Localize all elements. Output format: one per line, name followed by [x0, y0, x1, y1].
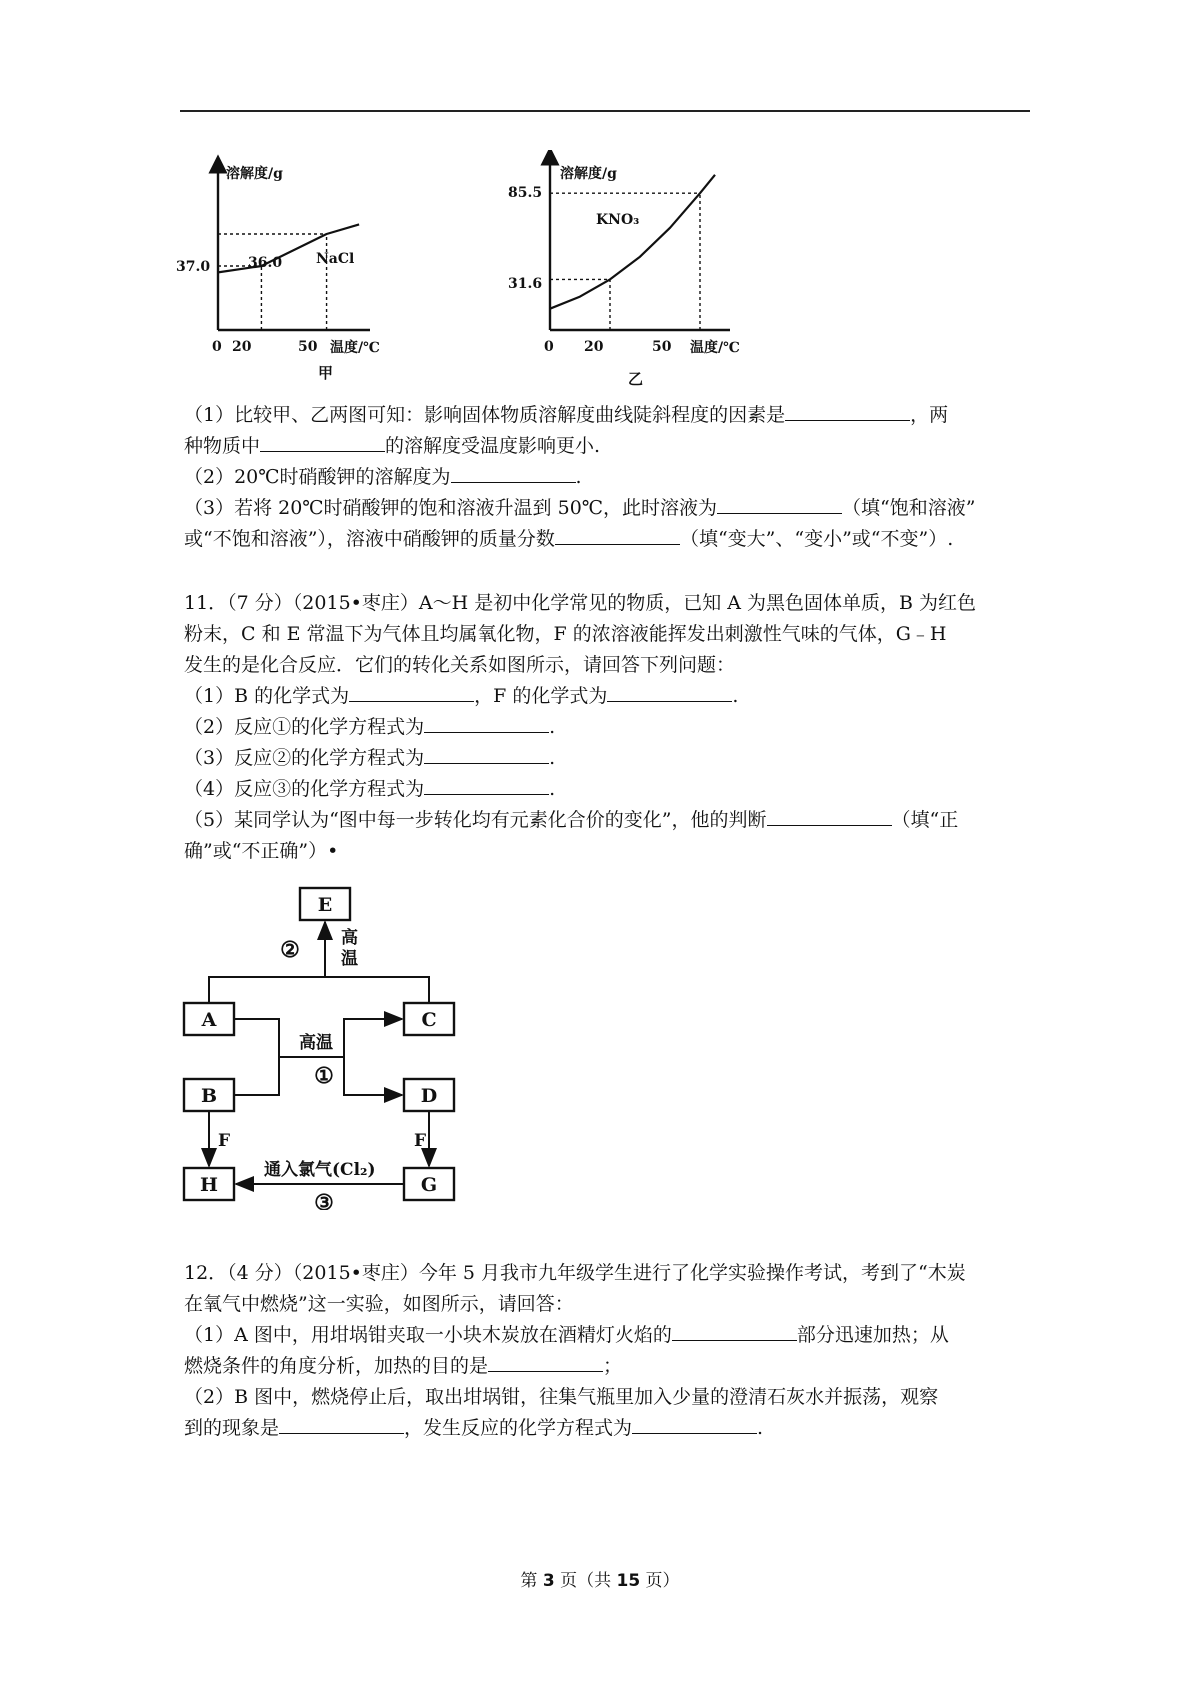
box-label: D [420, 1085, 438, 1107]
answer-blank[interactable] [632, 1415, 757, 1434]
answer-blank[interactable] [260, 433, 385, 452]
answer-blank[interactable] [672, 1322, 797, 1341]
q10-line: 或“不饱和溶液”），溶液中硝酸钾的质量分数 （填“变大”、“变小”或“不变”）. [184, 528, 954, 550]
box-label: A [201, 1009, 217, 1031]
page-number: 3 [542, 1571, 555, 1591]
q11-line: （4）反应③的化学方程式为 . [184, 778, 556, 800]
x-tick-label: 50 [298, 339, 318, 355]
answer-blank[interactable] [424, 776, 549, 795]
x-axis-label: 温度/℃ [690, 340, 740, 356]
box-label: G [420, 1174, 438, 1196]
q12-text [184, 1258, 1030, 1444]
connector-a-b [234, 1019, 279, 1095]
reaction-2-label: ② [280, 937, 300, 963]
q10-line: （2）20℃时硝酸钾的溶解度为 . [184, 466, 582, 488]
answer-blank[interactable] [785, 402, 910, 421]
q10-line: （3）若将 20℃时硝酸钾的饱和溶液升温到 50℃，此时溶液为 （填“饱和溶液” [184, 497, 976, 519]
arrow-to-d [344, 1057, 402, 1095]
condition-label: 高温 [299, 1033, 333, 1053]
y-tick-label: 37.0 [176, 259, 211, 275]
chart-jia-svg [170, 150, 410, 390]
page-footer: 第 3 页（共 15 页） [520, 1571, 680, 1591]
box-label: H [200, 1174, 218, 1196]
x-tick-label: 0 [544, 339, 554, 355]
q10-line: 种物质中 的溶解度受温度影响更小. [184, 435, 601, 457]
point-label: 36.0 [248, 255, 283, 271]
reagent-label: F [218, 1131, 231, 1151]
reagent-label: F [414, 1131, 427, 1151]
box-label: B [200, 1085, 218, 1107]
arrow-to-c [344, 1019, 402, 1057]
q11-intro-line: 11．（7 分）（2015•枣庄）A～H 是初中化学常见的物质，已知 A 为黑色固体单质，B 为红色 [184, 592, 976, 614]
header-rule [180, 110, 1030, 112]
box-label: E [317, 894, 333, 916]
y-axis-label: 溶解度/g [226, 166, 283, 182]
chart-yi-svg [500, 150, 770, 390]
x-tick-label: 50 [652, 339, 672, 355]
reaction-1-label: ① [314, 1063, 334, 1089]
answer-blank[interactable] [424, 714, 549, 733]
q12-intro-line: 12．（4 分）（2015•枣庄）今年 5 月我市九年级学生进行了化学实验操作考试，考到了“木炭 [184, 1262, 966, 1284]
chart-caption: 乙 [628, 370, 644, 388]
q12-line: 燃烧条件的角度分析，加热的目的是 ； [184, 1355, 623, 1377]
q11-line: （2）反应①的化学方程式为 . [184, 716, 556, 738]
answer-blank[interactable] [488, 1353, 603, 1372]
y-tick-label: 31.6 [508, 276, 543, 292]
answer-blank[interactable] [349, 683, 474, 702]
q11-line: 确”或“不正确”）• [184, 840, 339, 862]
q11-line: （1）B 的化学式为 ，F 的化学式为 . [184, 685, 739, 707]
q10-text [184, 400, 1030, 555]
series-label: NaCl [316, 251, 355, 267]
x-tick-label: 0 [212, 339, 222, 355]
condition-label: 高 [341, 928, 358, 948]
q12-line: （2）B 图中，燃烧停止后，取出坩埚钳，往集气瓶里加入少量的澄清石灰水并振荡，观察 [184, 1386, 939, 1408]
q11-line: （3）反应②的化学方程式为 . [184, 747, 556, 769]
connector-a-c [209, 977, 429, 1003]
answer-blank[interactable] [279, 1415, 404, 1434]
page-total: 15 [616, 1571, 641, 1591]
answer-blank[interactable] [424, 745, 549, 764]
q10-line: （1）比较甲、乙两图可知：影响固体物质溶解度曲线陡斜程度的因素是 ，两 [184, 404, 949, 426]
answer-blank[interactable] [717, 495, 842, 514]
chart-jia [170, 150, 410, 390]
series-line [550, 175, 715, 309]
chart-caption: 甲 [318, 364, 334, 382]
reaction-flowchart [178, 884, 478, 1214]
x-axis-label: 温度/℃ [330, 340, 380, 356]
x-tick-label: 20 [232, 339, 252, 355]
q11-text [184, 588, 1030, 867]
answer-blank[interactable] [607, 683, 732, 702]
flowchart-svg [178, 884, 478, 1210]
q12-line: （1）A 图中，用坩埚钳夹取一小块木炭放在酒精灯火焰的 部分迅速加热；从 [184, 1324, 949, 1346]
q12-intro-line: 在氧气中燃烧”这一实验，如图所示，请回答： [184, 1293, 574, 1315]
answer-blank[interactable] [555, 526, 680, 545]
series-label: KNO₃ [596, 212, 640, 228]
condition-label: 温 [341, 949, 358, 969]
q11-intro-line: 粉末，C 和 E 常温下为气体且均属氧化物，F 的浓溶液能挥发出刺激性气味的气体，G﹣H [184, 623, 947, 645]
q11-intro-line: 发生的是化合反应．它们的转化关系如图所示，请回答下列问题： [184, 654, 736, 676]
q12-line: 到的现象是 ，发生反应的化学方程式为 . [184, 1417, 764, 1439]
q11-line: （5）某同学认为“图中每一步转化均有元素化合价的变化”，他的判断 （填“正 [184, 809, 959, 831]
reagent-label: 通入氯气(Cl₂) [264, 1160, 376, 1180]
x-tick-label: 20 [584, 339, 604, 355]
answer-blank[interactable] [767, 807, 892, 826]
reaction-3-label: ③ [314, 1190, 334, 1210]
y-tick-label: 85.5 [508, 185, 543, 201]
answer-blank[interactable] [451, 464, 576, 483]
box-label: C [421, 1009, 437, 1031]
y-axis-label: 溶解度/g [560, 166, 617, 182]
chart-yi [500, 150, 770, 390]
